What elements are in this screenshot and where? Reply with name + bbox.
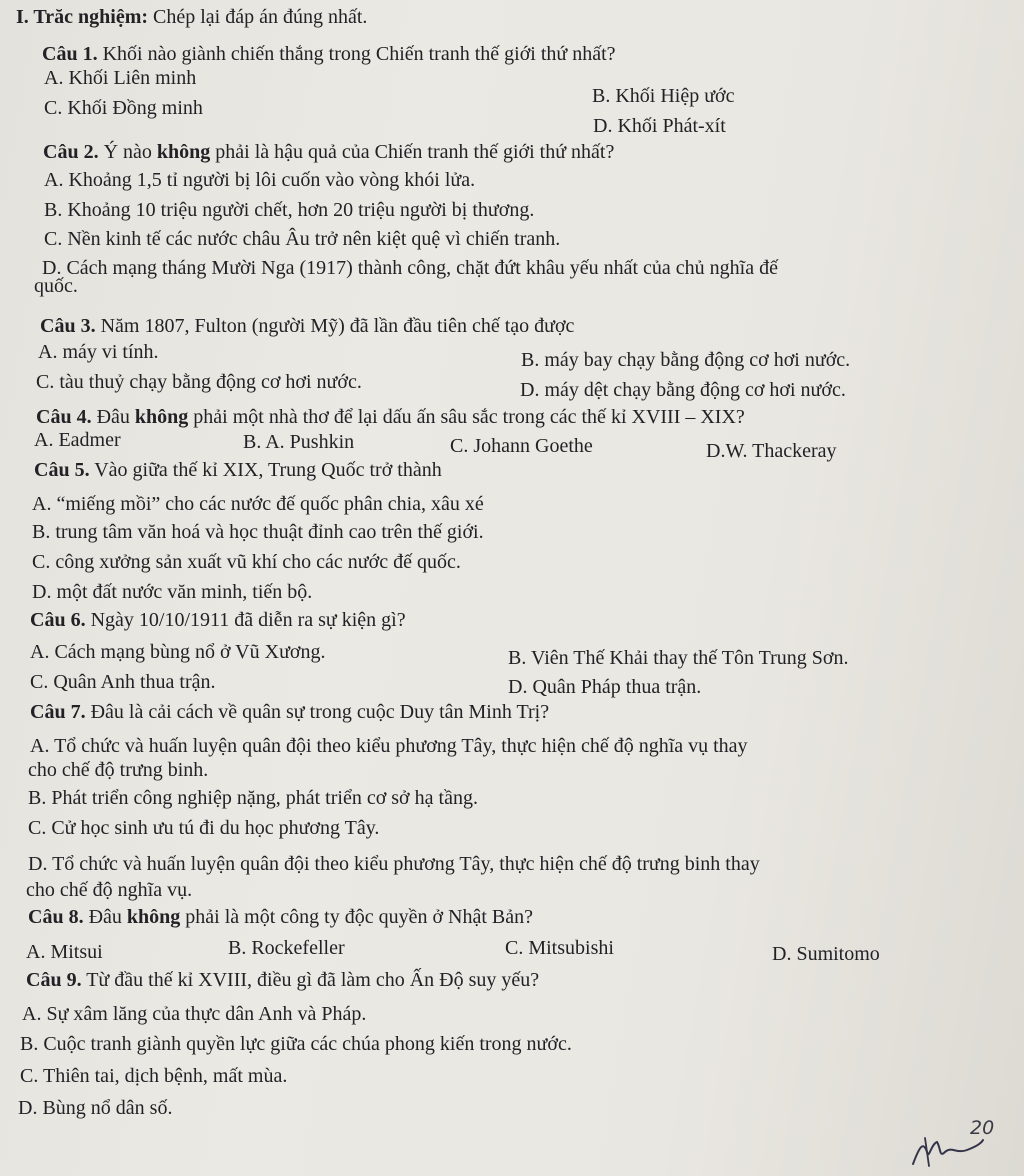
question-6-option-d: D. Quân Pháp thua trận. (508, 676, 702, 698)
question-7-stem (30, 700, 549, 724)
question-5-option-a: A. “miếng mồi” cho các nước đế quốc phân chia, xâu xé (32, 493, 484, 515)
question-1-number: Câu 1. (42, 43, 98, 65)
section-heading: Trăc nghiệm: (33, 6, 149, 28)
question-4-option-c: C. Johann Goethe (450, 435, 593, 457)
question-6-option-a: A. Cách mạng bùng nổ ở Vũ Xương. (30, 641, 326, 663)
question-4-number: Câu 4. (36, 406, 92, 428)
question-4-option-d: D.W. Thackeray (706, 440, 837, 462)
question-1-option-a: A. Khối Liên minh (44, 67, 197, 89)
question-5-option-c: C. công xưởng sản xuất vũ khí cho các nước đế quốc. (32, 551, 461, 573)
section-number: I. (16, 6, 34, 28)
question-3-number: Câu 3. (40, 315, 96, 337)
question-8-option-c: C. Mitsubishi (505, 937, 614, 959)
question-3-stem (40, 314, 574, 338)
question-7-number: Câu 7. (30, 701, 86, 723)
question-7-option-d-line1: D. Tổ chức và huấn luyện quân đội theo kiểu phương Tây, thực hiện chế độ trưng binh thay (28, 853, 760, 875)
page-number: 20 (970, 1117, 995, 1139)
question-7-option-d-line2: cho chế độ nghĩa vụ. (26, 879, 193, 901)
question-2-number: Câu 2. (43, 141, 99, 163)
question-9-option-a: A. Sự xâm lăng của thực dân Anh và Pháp. (22, 1003, 367, 1025)
question-9-number: Câu 9. (26, 969, 82, 991)
question-3-text: Năm 1807, Fulton (người Mỹ) đã lần đầu tiên chế tạo được (95, 315, 575, 337)
question-6-text: Ngày 10/10/1911 đã diễn ra sự kiện gì? (85, 609, 406, 631)
question-8-stem (28, 905, 533, 929)
question-2-option-b: B. Khoảng 10 triệu người chết, hơn 20 triệu người bị thương. (44, 199, 535, 221)
question-4-stem (36, 405, 745, 429)
question-7-option-a-line1: A. Tổ chức và huấn luyện quân đội theo kiểu phương Tây, thực hiện chế độ nghĩa vụ thay (30, 735, 748, 757)
question-9-option-d: D. Bùng nổ dân số. (18, 1097, 173, 1119)
question-1-option-c: C. Khối Đồng minh (44, 97, 203, 119)
question-2-option-d-line2: quốc. (34, 275, 78, 297)
question-9-option-c: C. Thiên tai, dịch bệnh, mất mùa. (20, 1065, 288, 1087)
question-2-keyword: không (156, 141, 211, 163)
question-6-option-b: B. Viên Thế Khải thay thế Tôn Trung Sơn. (508, 647, 849, 669)
question-9-option-b: B. Cuộc tranh giành quyền lực giữa các chúa phong kiến trong nước. (20, 1033, 572, 1055)
question-7-option-a-line2: cho chế độ trưng binh. (28, 759, 209, 781)
question-2-stem (43, 140, 614, 164)
question-8-option-b: B. Rockefeller (228, 937, 345, 959)
question-7-option-b: B. Phát triển công nghiệp nặng, phát triển cơ sở hạ tầng. (28, 787, 478, 809)
question-3-option-b: B. máy bay chạy bằng động cơ hơi nước. (521, 349, 851, 371)
question-1-stem (42, 42, 616, 66)
question-4-option-b: B. A. Pushkin (243, 431, 355, 453)
question-2-option-d-line1: D. Cách mạng tháng Mười Nga (1917) thành công, chặt đứt khâu yếu nhất của chủ nghĩa đế (42, 257, 778, 279)
question-6-option-c: C. Quân Anh thua trận. (30, 671, 216, 693)
question-8-text-post: phải là một công ty độc quyền ở Nhật Bản? (180, 906, 533, 928)
question-1-text: Khối nào giành chiến thắng trong Chiến tranh thế giới thứ nhất? (97, 43, 616, 65)
question-7-option-c: C. Cử học sinh ưu tú đi du học phương Tây. (28, 817, 380, 839)
question-8-number: Câu 8. (28, 906, 84, 928)
question-5-text: Vào giữa thế kỉ XIX, Trung Quốc trở thành (89, 459, 442, 481)
question-4-text-pre: Đâu (91, 406, 135, 428)
question-6-number: Câu 6. (30, 609, 86, 631)
question-2-text-pre: Ý nào (98, 141, 157, 163)
question-8-option-a: A. Mitsui (26, 941, 103, 963)
question-8-text-pre: Đâu (83, 906, 127, 928)
question-5-stem (34, 458, 442, 482)
question-8-keyword: không (126, 906, 181, 928)
question-4-text-post: phải một nhà thơ để lại dấu ấn sâu sắc trong các thế kỉ XVIII – XIX? (188, 406, 745, 428)
question-9-stem (26, 968, 539, 992)
section-instruction: Chép lại đáp án đúng nhất. (148, 6, 368, 28)
question-5-number: Câu 5. (34, 459, 90, 481)
question-3-option-a: A. máy vi tính. (38, 341, 159, 363)
question-3-option-d: D. máy dệt chạy bằng động cơ hơi nước. (520, 379, 846, 401)
question-2-option-c: C. Nền kinh tế các nước châu Âu trở nên kiệt quệ vì chiến tranh. (44, 228, 561, 250)
question-4-keyword: không (134, 406, 189, 428)
question-8-option-d: D. Sumitomo (772, 943, 880, 965)
question-2-option-a: A. Khoảng 1,5 tỉ người bị lôi cuốn vào vòng khói lửa. (44, 169, 476, 191)
question-4-option-a: A. Eadmer (34, 429, 121, 451)
question-1-option-b: B. Khối Hiệp ước (592, 85, 735, 107)
question-2-text-post: phải là hậu quả của Chiến tranh thế giới thứ nhất? (210, 141, 615, 163)
section-title (16, 5, 367, 29)
question-1-option-d: D. Khối Phát-xít (593, 115, 726, 137)
question-5-option-d: D. một đất nước văn minh, tiến bộ. (32, 581, 313, 603)
question-7-text: Đâu là cải cách về quân sự trong cuộc Duy tân Minh Trị? (85, 701, 550, 723)
initials-scribble-icon (905, 1130, 985, 1170)
question-3-option-c: C. tàu thuỷ chạy bằng động cơ hơi nước. (36, 371, 362, 393)
question-6-stem (30, 608, 406, 632)
question-9-text: Từ đầu thế kỉ XVIII, điều gì đã làm cho Ấn Độ suy yếu? (81, 969, 540, 991)
question-5-option-b: B. trung tâm văn hoá và học thuật đỉnh cao trên thế giới. (32, 521, 484, 543)
